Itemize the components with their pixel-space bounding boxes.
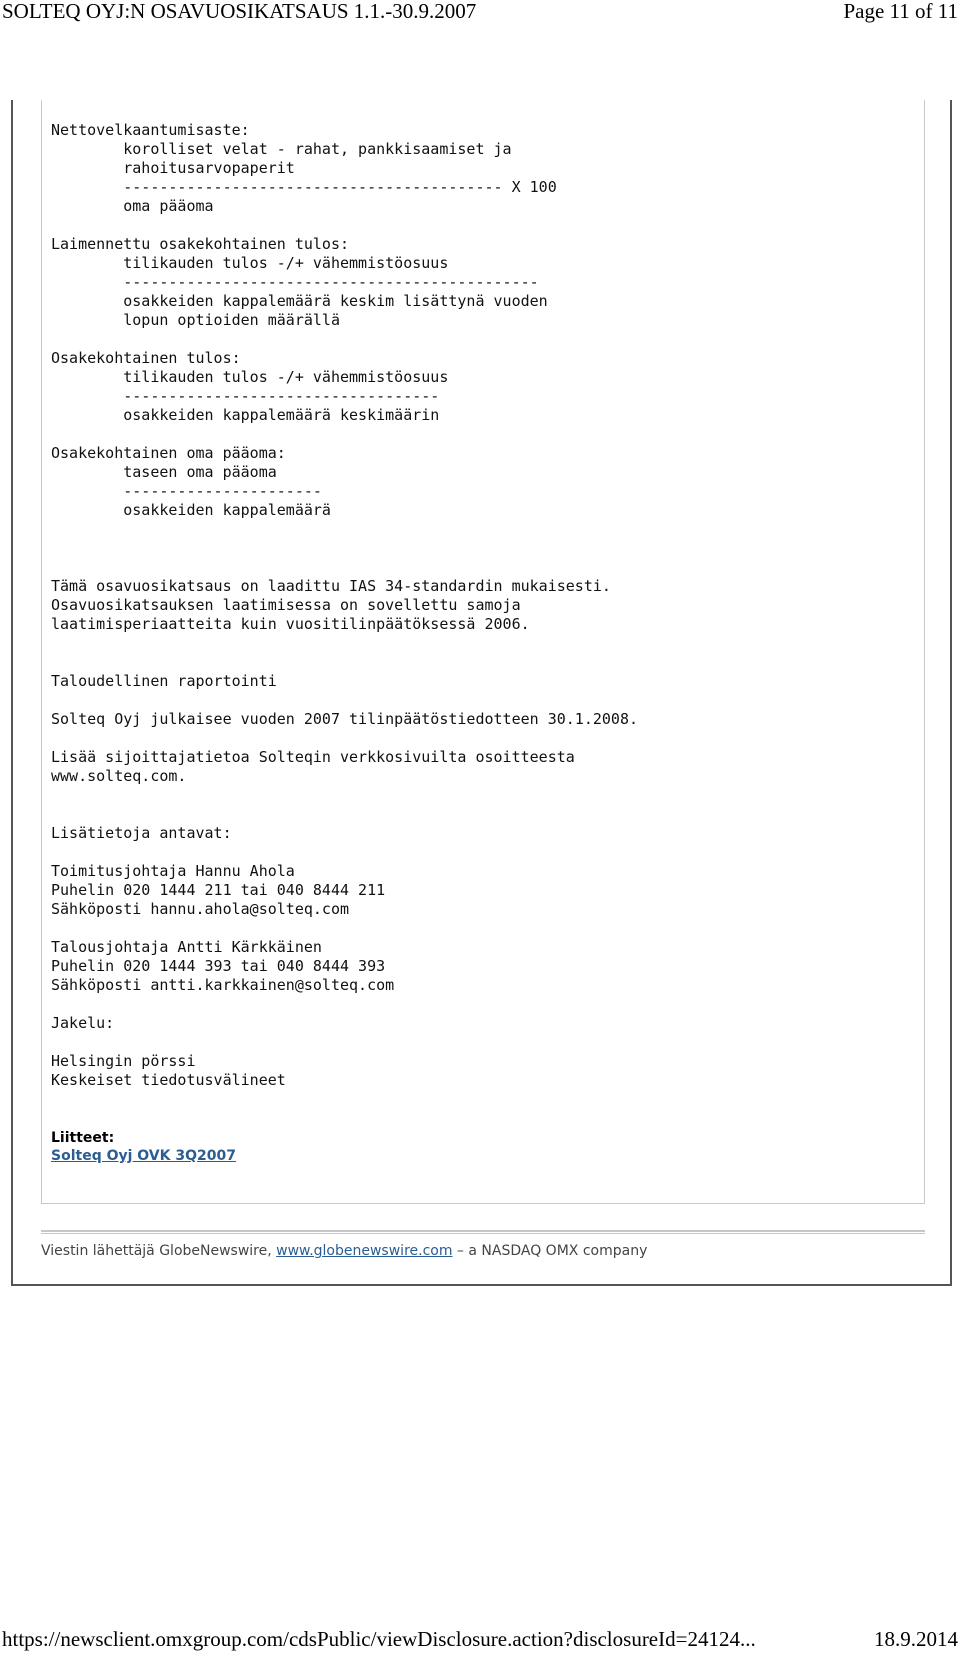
page-url: https://newsclient.omxgroup.com/cdsPublic/viewDisclosure.action?disclosureId=24124... <box>2 1627 756 1651</box>
print-header <box>0 0 960 24</box>
footer-divider <box>41 1230 925 1234</box>
document-title: SOLTEQ OYJ:N OSAVUOSIKATSAUS 1.1.-30.9.2007 <box>2 0 477 23</box>
print-footer <box>0 1628 960 1652</box>
page-number: Page 11 of 11 <box>843 0 958 23</box>
footer-suffix: – a NASDAQ OMX company <box>452 1243 648 1259</box>
attachments-section <box>51 1129 236 1165</box>
print-date: 18.9.2014 <box>874 1627 958 1651</box>
attachment-link[interactable]: Solteq Oyj OVK 3Q2007 <box>51 1148 236 1164</box>
release-body-text: Nettovelkaantumisaste: korolliset velat - rahat, pankkisaamiset ja rahoitusarvopaperit ------------------------------------------ X 100 oma pääoma Laimennettu osakekohtainen tulos: tilikauden tulos -/+ vähemmistöosuus ---------------------------------------------- osakkeiden kappalemäärä keskim lisättynä vuoden lopun optioiden määrällä Osakekohtainen tulos: tilikauden tulos -/+ vähemmistöosuus ----------------------------------- osakkeiden kappalemäärä keskimäärin Osakekohtainen oma pääoma: taseen oma pääoma ---------------------- osakkeiden kappalemäärä Tämä osavuosikatsaus on laadittu IAS 34-standardin mukaisesti. Osavuosikatsauksen laatimisessa on sovellettu samoja laatimisperiaatteita kuin vuositilinpäätöksessä 2006. Taloudellinen raportointi Solteq Oyj julkaisee vuoden 2007 tilinpäätöstiedotteen 30.1.2008. Lisää sijoittajatietoa Solteqin verkkosivuilta osoitteesta www.solteq.com. Lisätietoja antavat: Toimitusjohtaja Hannu Ahola Puhelin 020 1444 211 tai 040 8444 211 Sähköposti hannu.ahola@solteq.com Talousjohtaja Antti Kärkkäinen Puhelin 020 1444 393 tai 040 8444 393 Sähköposti antti.karkkainen@solteq.com Jakelu: Helsingin pörssi Keskeiset tiedotusvälineet <box>51 121 638 1089</box>
globenewswire-link[interactable]: www.globenewswire.com <box>276 1243 453 1259</box>
sender-footer <box>41 1242 647 1260</box>
footer-prefix: Viestin lähettäjä GlobeNewswire, <box>41 1243 277 1259</box>
attachments-heading: Liitteet: <box>51 1130 115 1146</box>
